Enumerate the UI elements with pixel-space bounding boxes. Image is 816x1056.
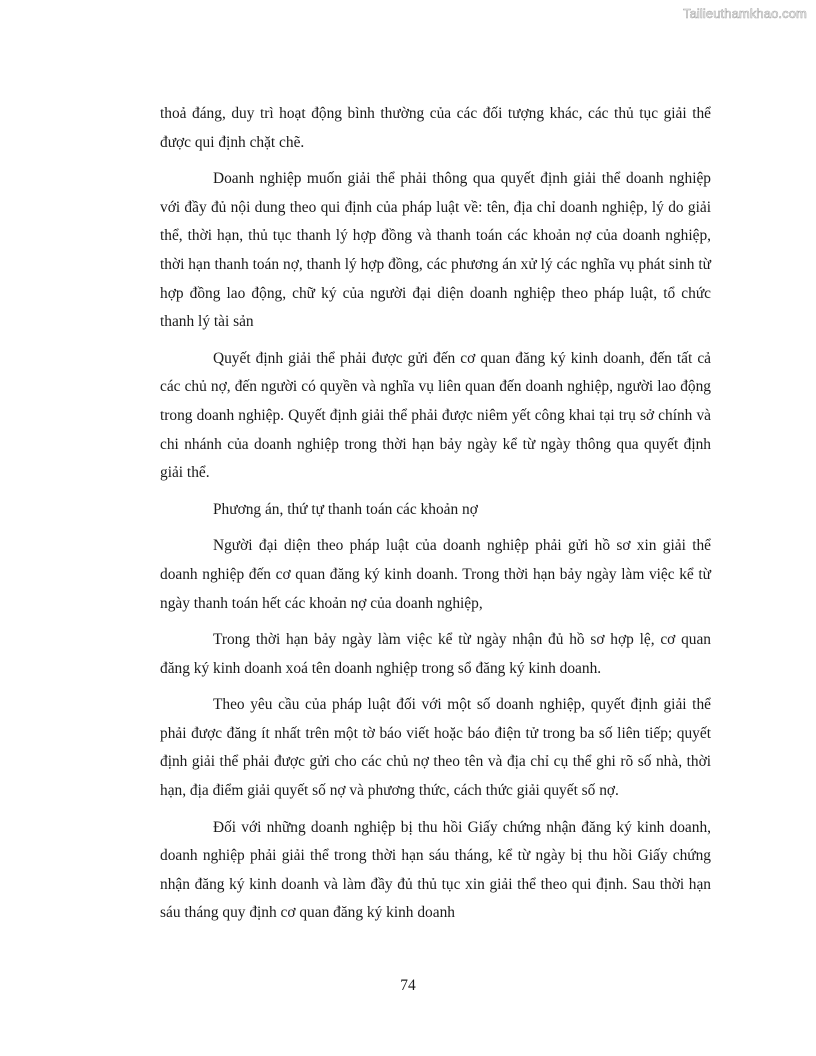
paragraph-registration-removal: Trong thời hạn bảy ngày làm việc kể từ ngày nhận đủ hồ sơ hợp lệ, cơ quan đăng ký kinh doanh xoá tên doanh nghiệp trong sổ đăng ký kinh doanh. — [160, 631, 711, 677]
document-body — [160, 100, 711, 936]
paragraph-dissolution-decision: Doanh nghiệp muốn giải thể phải thông qua quyết định giải thể doanh nghiệp với đầy đủ nội dung theo qui định của pháp luật về: tên, địa chỉ doanh nghiệp, lý do giải thể, thời hạn, thủ tục thanh lý hợp đồng và thanh toán các khoản nợ của doanh nghiệp, thời hạn thanh toán nợ, thanh lý hợp đồng, các phương án xử lý các nghĩa vụ phát sinh từ hợp đồng lao động, chữ ký của người đại diện doanh nghiệp theo pháp luật, tổ chức thanh lý tài sản — [160, 170, 711, 331]
watermark-logo: Tailieuthamkhao.com — [682, 6, 807, 21]
paragraph-decision-delivery: Quyết định giải thể phải được gửi đến cơ quan đăng ký kinh doanh, đến tất cả các chủ nợ, đến người có quyền và nghĩa vụ liên quan đến doanh nghiệp, người lao động trong doanh nghiệp. Quyết định giải thể phải được niêm yết công khai tại trụ sở chính và chi nhánh của doanh nghiệp trong thời hạn bảy ngày kể từ ngày thông qua quyết định giải thể. — [160, 349, 711, 482]
page-number: 74 — [400, 977, 416, 994]
paragraph-continuation: thoả đáng, duy trì hoạt động bình thường của các đối tượng khác, các thủ tục giải thể được qui định chặt chẽ. — [160, 105, 711, 151]
paragraph-debt-payment-heading: Phương án, thứ tự thanh toán các khoản nợ — [213, 500, 478, 518]
paragraph-publication-requirement: Theo yêu cầu của pháp luật đối với một số doanh nghiệp, quyết định giải thể phải được đăng ít nhất trên một tờ báo viết hoặc báo điện tử trong ba số liên tiếp; quyết định giải thể phải được gửi cho các chủ nợ theo tên và địa chỉ cụ thể ghi rõ số nhà, thời hạn, địa điểm giải quyết số nợ và phương thức, cách thức giải quyết số nợ. — [160, 696, 711, 800]
paragraph-revoked-certificate: Đối với những doanh nghiệp bị thu hồi Giấy chứng nhận đăng ký kinh doanh, doanh nghiệp phải giải thể trong thời hạn sáu tháng, kể từ ngày bị thu hồi Giấy chứng nhận đăng ký kinh doanh và làm đầy đủ thủ tục xin giải thể theo qui định. Sau thời hạn sáu tháng quy định cơ quan đăng ký kinh doanh — [160, 818, 711, 922]
paragraph-legal-representative: Người đại diện theo pháp luật của doanh nghiệp phải gửi hồ sơ xin giải thể doanh nghiệp đến cơ quan đăng ký kinh doanh. Trong thời hạn bảy ngày làm việc kể từ ngày thanh toán hết các khoản nợ của doanh nghiệp, — [160, 537, 711, 612]
